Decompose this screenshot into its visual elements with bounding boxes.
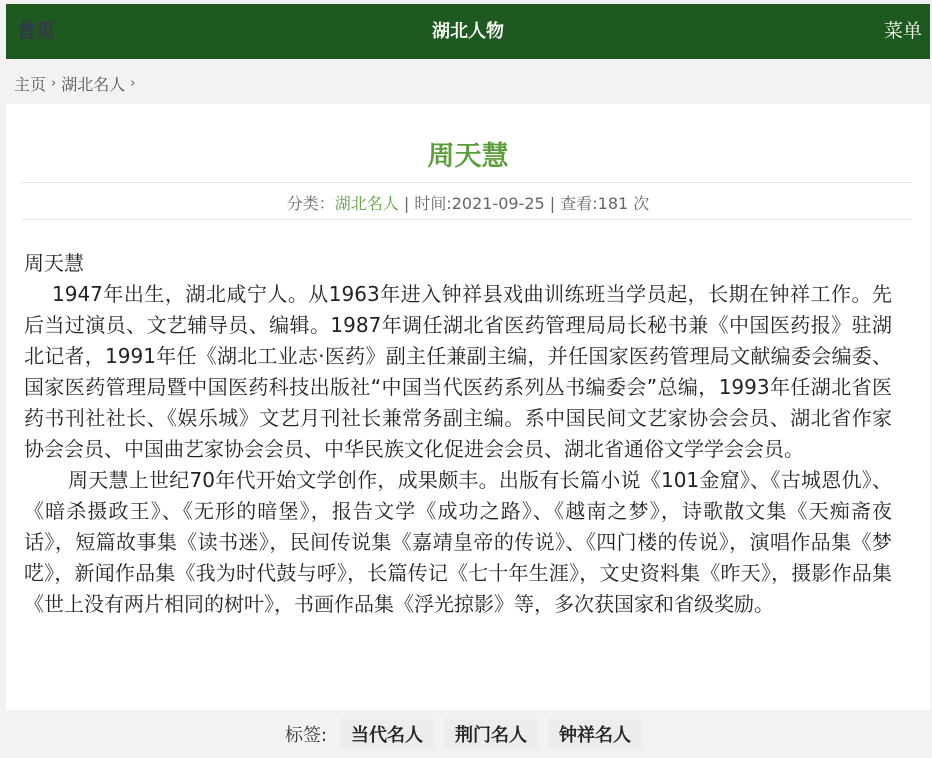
date-views: | 时间:2021-09-25 | 查看:181 次: [398, 194, 650, 213]
paragraph: 1947年出生，湖北咸宁人。从1963年进入钟祥县戏曲训练班当学员起，长期在钟祥工作。先后当过演员、文艺辅导员、编辑。1987年调任湖北省医药管理局局长秘书兼《中国医药报》驻湖北记者，1991年任《湖北工业志·医药》副主任兼副主编，并任国家医药管理局文献编委会编委、国家医药管理局暨中国医药科技出版社“中国当代医药系列丛书编委会”总编，1993年任湖北省医药书刊社社长、《娱乐城》文艺月刊社长兼常务副主编。系中国民间文艺家协会会员、湖北省作家协会会员、中国曲艺家协会会员、中华民族文化促进会会员、湖北省通俗文学学会会员。: [24, 282, 892, 461]
category-link[interactable]: 湖北名人: [334, 194, 399, 213]
person-name: 周天慧: [24, 251, 84, 275]
breadcrumb: [14, 71, 140, 95]
article-body: [24, 247, 892, 620]
article-title: 周天慧: [427, 141, 509, 172]
category-prefix: 分类：: [286, 194, 335, 213]
top-nav-bar: [6, 4, 930, 59]
tag-item[interactable]: 荆门名人: [444, 719, 538, 749]
article-meta: [6, 191, 930, 214]
home-link[interactable]: 首页: [17, 20, 56, 42]
tags-label: 标签:: [284, 725, 328, 746]
paragraph: 周天慧上世纪70年代开始文学创作，成果颇丰。出版有长篇小说《101金窟》、《古城恩仇》、《暗杀摄政王》、《无形的暗堡》，报告文学《成功之路》、《越南之梦》，诗歌散文集《天痴斋夜话》，短篇故事集《读书迷》，民间传说集《嘉靖皇帝的传说》、《四门楼的传说》，演唱作品集《梦呓》，新闻作品集《我为时代鼓与呼》，长篇传记《七十年生涯》，文史资料集《昨天》，摄影作品集《世上没有两片相同的树叶》，书画作品集《浮光掠影》等，多次获国家和省级奖励。: [24, 468, 892, 616]
tag-bar: [0, 718, 932, 750]
article-card: [6, 104, 930, 710]
breadcrumb-category[interactable]: 湖北名人: [61, 74, 126, 94]
divider: [22, 182, 912, 183]
menu-button[interactable]: 菜单: [883, 20, 922, 42]
site-title: 湖北人物: [432, 21, 504, 42]
breadcrumb-home[interactable]: 主页: [14, 74, 47, 94]
chevron-right-icon: ›: [130, 75, 136, 91]
chevron-right-icon: ›: [51, 75, 57, 91]
divider: [22, 219, 912, 220]
tag-item[interactable]: 钟祥名人: [548, 719, 642, 749]
tag-item[interactable]: 当代名人: [340, 719, 434, 749]
